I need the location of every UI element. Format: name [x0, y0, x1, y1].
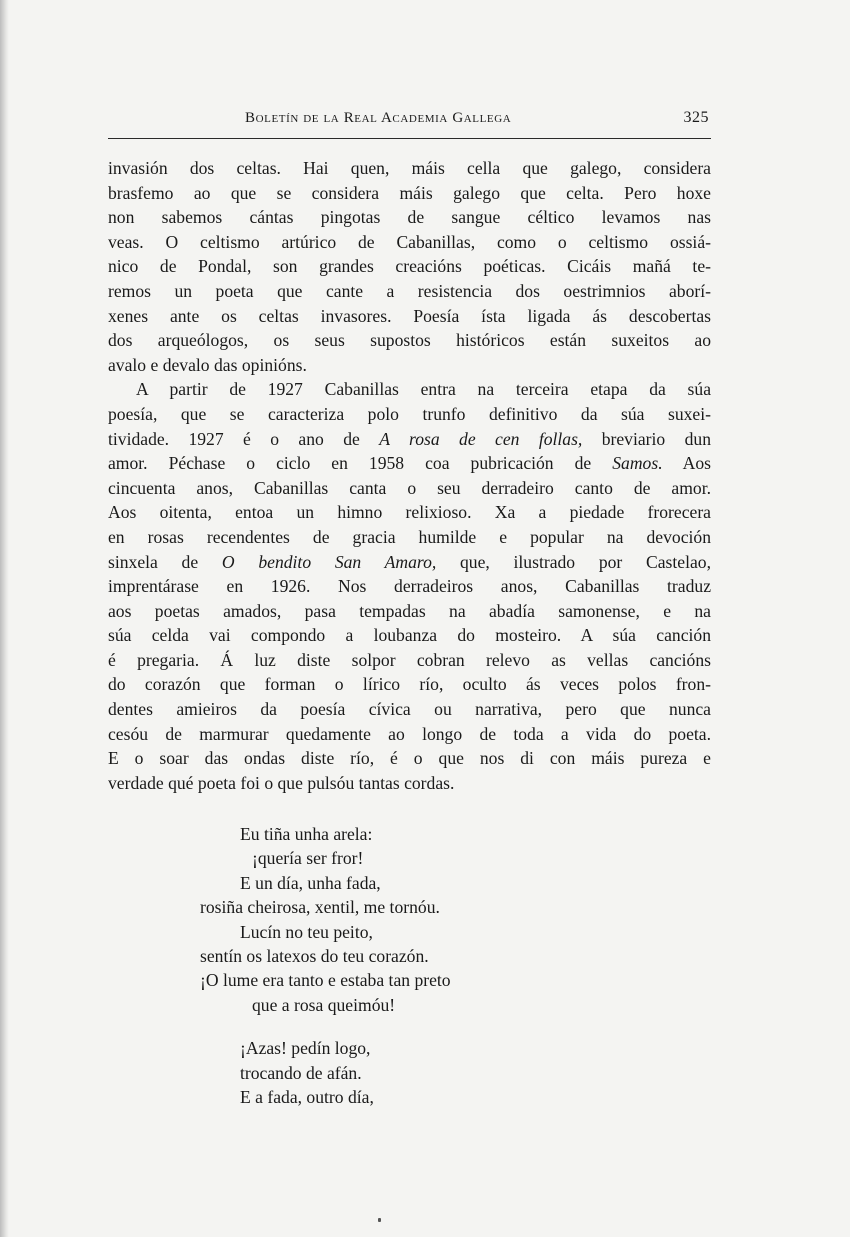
- book-title: O bendito San Amaro,: [221, 551, 437, 572]
- text-line: é pregaria. Á luz diste solpor cobran relevo as vellas cancións: [108, 649, 711, 670]
- poem-line: ¡Azas! pedín logo,: [240, 1038, 371, 1059]
- scan-speck: [378, 1218, 381, 1222]
- body-text: [108, 156, 711, 795]
- text-line: dos arqueólogos, os seus supostos históricos están suxeitos ao: [108, 330, 711, 351]
- text-line: [108, 427, 711, 452]
- poem-line: Lucín no teu peito,: [240, 921, 373, 942]
- text-line: A partir de 1927 Cabanillas entra na terceira etapa da súa: [136, 379, 711, 400]
- poem-line: Eu tiña unha arela:: [240, 824, 373, 844]
- text-line: aos poetas amados, pasa tempadas na abadía samonense, e na: [108, 600, 711, 621]
- text-line: remos un poeta que cante a resistencia dos oestrimnios aborí-: [108, 280, 711, 301]
- text-line: imprentárase en 1926. Nos derradeiros anos, Cabanillas traduz: [108, 576, 711, 597]
- text-line: Aos oitenta, entoa un himno relixioso. Xa a piedade frorecera: [108, 502, 711, 523]
- book-title: Samos.: [612, 453, 663, 474]
- text-line: poesía, que se caracteriza polo trunfo definitivo da súa suxei-: [108, 403, 711, 424]
- poem-line: rosiña cheirosa, xentil, me tornóu.: [200, 897, 440, 918]
- paragraph-1: [108, 156, 711, 377]
- text-run: que, ilustrado por Castelao,: [436, 551, 711, 572]
- text-line: cesóu de marmurar quedamente ao longo de toda a vida do poeta.: [108, 723, 711, 744]
- text-run: sinxela de: [108, 551, 222, 572]
- text-line: dentes amieiros da poesía cívica ou narrativa, pero que nunca: [108, 699, 711, 720]
- scan-page-edge: [0, 0, 9, 1237]
- text-line: veas. O celtismo artúrico de Cabanillas, como o celtismo ossiá-: [108, 231, 711, 252]
- text-line: non sabemos cántas pingotas de sangue céltico levamos nas: [108, 207, 711, 228]
- poem-line: sentín os latexos do teu corazón.: [200, 946, 429, 967]
- text-line: nico de Pondal, son grandes creacións poéticas. Cicáis mañá te-: [108, 256, 711, 277]
- text-line: do corazón que forman o lírico río, oculto ás veces polos fron-: [108, 674, 711, 695]
- poem-line: E un día, unha fada,: [240, 872, 381, 893]
- text-line: invasión dos celtas. Hai quen, máis cella que galego, considera: [108, 158, 711, 178]
- text-run: amor. Péchase o ciclo en 1958 coa pubricación de: [108, 453, 613, 474]
- text-line: avalo e devalo das opinións.: [108, 354, 307, 375]
- poem-stanza-1: [200, 822, 451, 1017]
- text-line: [108, 451, 711, 476]
- text-line: brasfemo ao que se considera máis galego que celta. Pero hoxe: [108, 182, 711, 203]
- poem-stanza-2: [200, 1036, 451, 1109]
- text-line: súa celda vai compondo a loubanza do mosteiro. A súa canción: [108, 625, 711, 646]
- poem: [200, 822, 451, 1128]
- poem-line: que a rosa queimóu!: [252, 994, 396, 1015]
- text-line: verdade qué poeta foi o que pulsóu tantas cordas.: [108, 772, 455, 793]
- page-header: [108, 106, 711, 139]
- text-line: cincuenta anos, Cabanillas canta o seu derradeiro canto de amor.: [108, 477, 711, 498]
- text-run: tividade. 1927 é o ano de: [108, 428, 380, 449]
- poem-line: trocando de afán.: [240, 1062, 362, 1083]
- book-title: A rosa de cen follas,: [379, 428, 583, 449]
- text-run: Aos: [662, 453, 711, 474]
- text-line: xenes ante os celtas invasores. Poesía ísta ligada ás descobertas: [108, 305, 711, 326]
- text-line: [108, 550, 711, 575]
- paragraph-2: [108, 377, 711, 795]
- running-title: Boletín de la Real Academia Gallega: [245, 110, 512, 126]
- poem-line: E a fada, outro día,: [240, 1087, 374, 1108]
- text-line: E o soar das ondas diste río, é o que nos di con máis pureza e: [108, 748, 711, 769]
- page-number: 325: [683, 109, 709, 126]
- text-line: en rosas recendentes de gracia humilde e popular na devoción: [108, 526, 711, 547]
- poem-line: ¡quería ser fror!: [252, 848, 364, 869]
- poem-line: ¡O lume era tanto e estaba tan preto: [200, 970, 451, 991]
- text-run: breviario dun: [582, 428, 711, 449]
